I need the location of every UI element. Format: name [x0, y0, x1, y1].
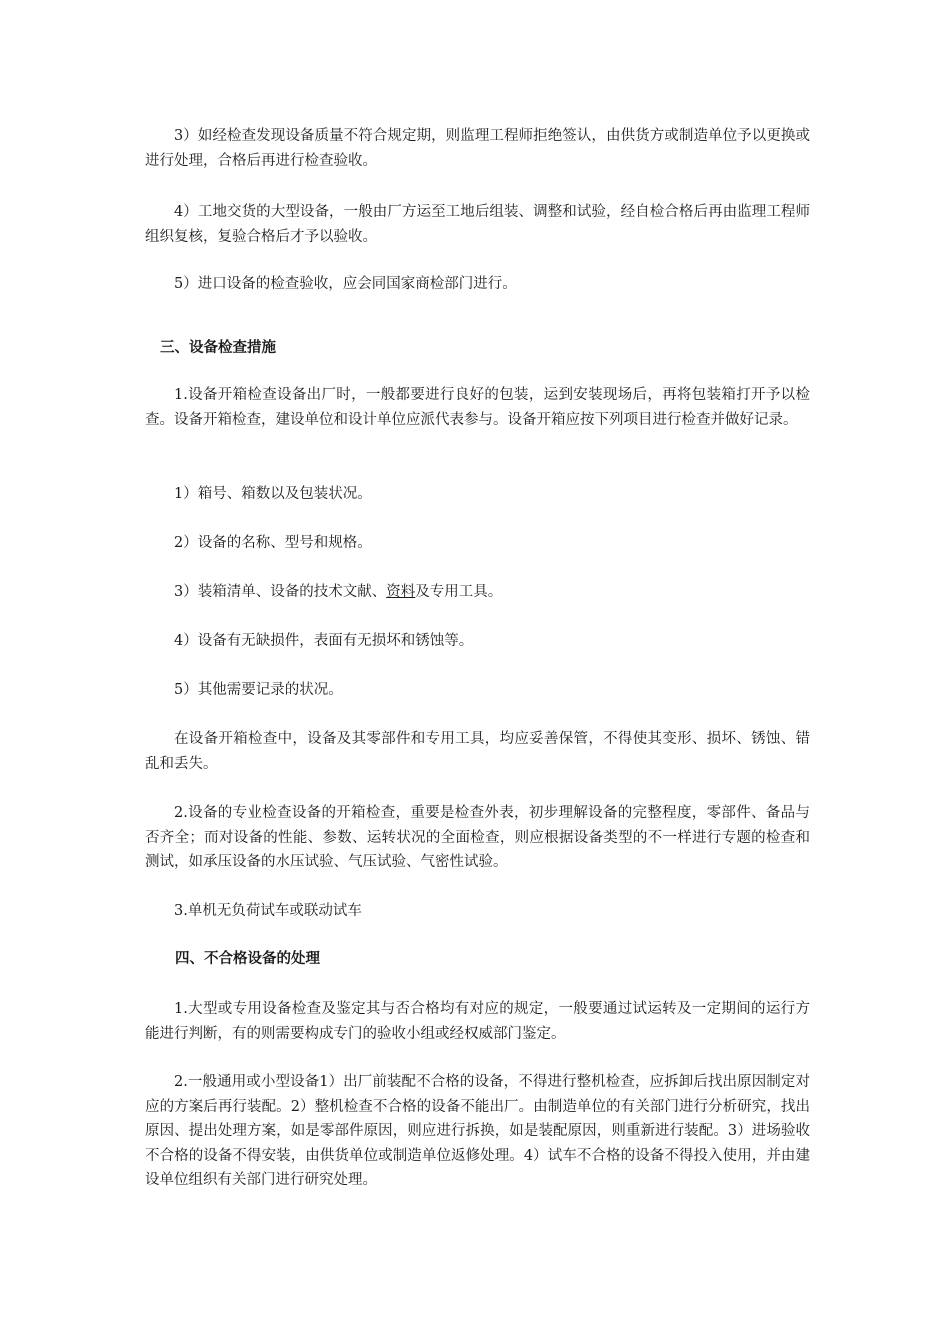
list-item-equipment-name: 2）设备的名称、型号和规格。 [174, 535, 372, 551]
list-item-packing-list-text-b: 及专用工具。 [415, 584, 503, 600]
paragraph-large-equipment-inspection: 1.大型或专用设备检查及鉴定其与否合格均有对应的规定，一般要通过试运转及一定期间的运行方能进行判断，有的则需要构成专门的验收小组或经权威部门鉴定。 [145, 1001, 810, 1042]
list-item-packing-list [145, 580, 810, 605]
list-item-box-number: 1）箱号、箱数以及包装状况。 [174, 486, 372, 502]
paragraph-general-equipment: 2.一般通用或小型设备1）出厂前装配不合格的设备，不得进行整机检查，应拆卸后找出原因制定对应的方案后再行装配。2）整机检查不合格的设备不能出厂。由制造单位的有关部门进行分析研究，找出原因、提出处理方案，如是零部件原因，则应进行拆换，如是装配原因，则重新进行装配。3）进场验收不合格的设备不得安装，由供货单位或制造单位返修处理。4）试车不合格的设备不得投入使用，并由建设单位组织有关部门进行研究处理。 [145, 1074, 810, 1188]
materials-link[interactable]: 资料 [386, 584, 416, 600]
paragraph-trial-run: 3.单机无负荷试车或联动试车 [174, 903, 362, 919]
list-item-other-records: 5）其他需要记录的状况。 [174, 682, 343, 698]
paragraph-item-3-rejection: 3）如经检查发现设备质量不符合规定期，则监理工程师拒绝签认，由供货方或制造单位予以更换或进行处理，合格后再进行检查验收。 [145, 128, 810, 169]
paragraph-safekeeping: 在设备开箱检查中，设备及其零部件和专用工具，均应妥善保管，不得使其变形、损坏、锈蚀、错乱和丢失。 [145, 731, 810, 772]
paragraph-item-4-large-equipment: 4）工地交货的大型设备，一般由厂方运至工地后组装、调整和试验，经自检合格后再由监理工程师组织复核，复验合格后才予以验收。 [145, 204, 810, 245]
paragraph-professional-inspection: 2.设备的专业检查设备的开箱检查，重要是检查外表，初步理解设备的完整程度，零部件、备品与否齐全；而对设备的性能、参数、运转状况的全面检查，则应根据设备类型的不一样进行专题的检查和测试，如承压设备的水压试验、气压试验、气密性试验。 [145, 805, 810, 870]
list-item-packing-list-text-a: 3）装箱清单、设备的技术文献、 [174, 584, 387, 600]
paragraph-item-5-imported-equipment: 5）进口设备的检查验收，应会同国家商检部门进行。 [174, 276, 517, 292]
section-heading-inspection-measures: 三、设备检查措施 [160, 340, 276, 356]
list-item-missing-parts: 4）设备有无缺损件，表面有无损坏和锈蚀等。 [174, 633, 474, 649]
paragraph-unpacking-inspection: 1.设备开箱检查设备出厂时，一般都要进行良好的包装，运到安装现场后，再将包装箱打开予以检查。设备开箱检查，建设单位和设计单位应派代表参与。设备开箱应按下列项目进行检查并做好记录。 [145, 387, 810, 428]
section-heading-nonconforming-equipment: 四、不合格设备的处理 [175, 951, 320, 967]
